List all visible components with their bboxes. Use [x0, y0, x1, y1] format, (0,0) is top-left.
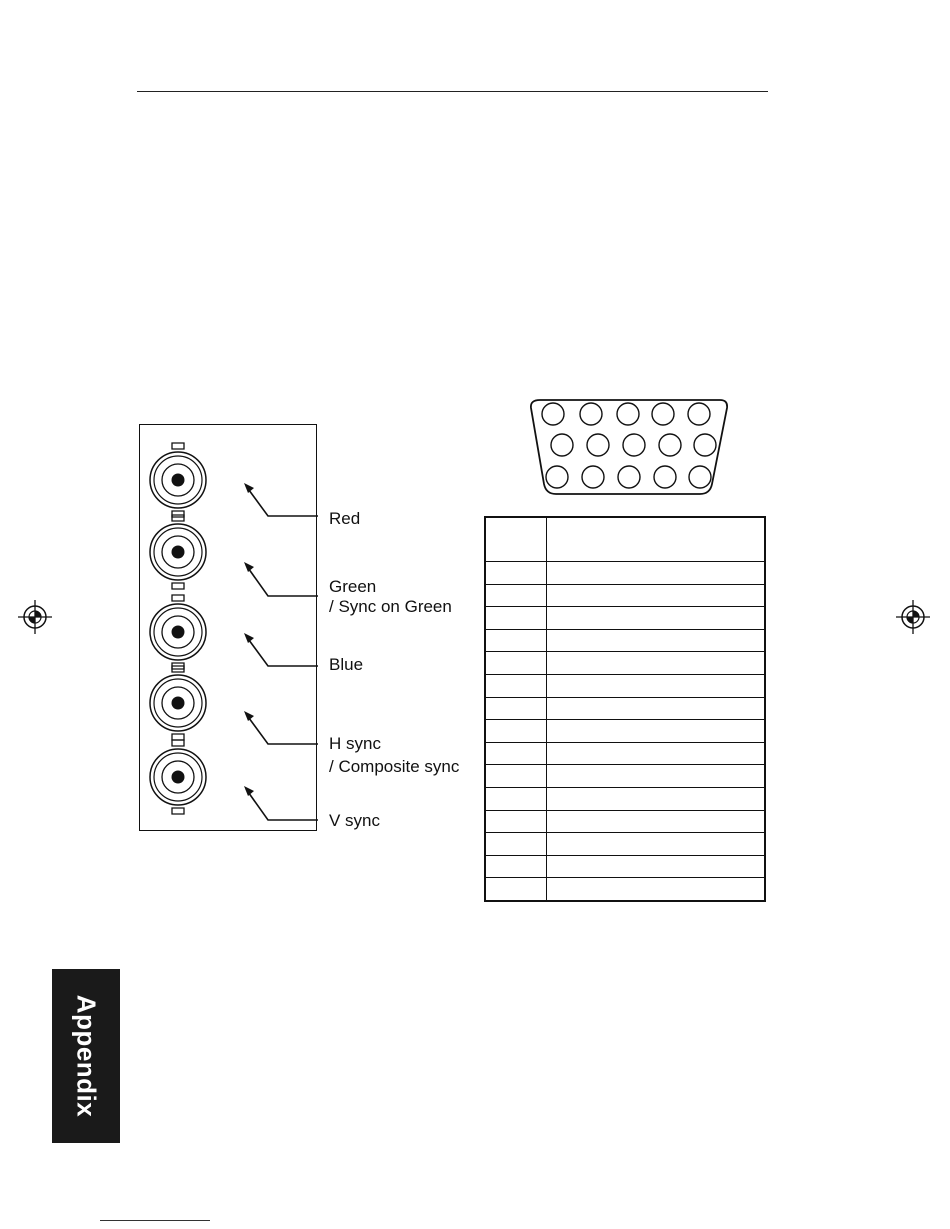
- table-cell-pin: [485, 878, 547, 901]
- table-row: [485, 833, 765, 856]
- table-row: [485, 810, 765, 833]
- table-cell-pin: [485, 584, 547, 607]
- table-cell-pin: [485, 855, 547, 878]
- appendix-side-tab: [52, 969, 120, 1143]
- table-cell-signal: [547, 742, 766, 765]
- table-cell-signal: [547, 674, 766, 697]
- table-row: [485, 878, 765, 901]
- table-cell-signal: [547, 607, 766, 630]
- table-header-signal: [547, 517, 766, 562]
- table-header-pin: [485, 517, 547, 562]
- table-cell-pin: [485, 652, 547, 675]
- table-cell-pin: [485, 787, 547, 810]
- table-cell-signal: [547, 562, 766, 585]
- table-cell-signal: [547, 810, 766, 833]
- dsub-15-connector-icon: [531, 400, 727, 494]
- label-blue: Blue: [329, 655, 364, 674]
- table-cell-pin: [485, 833, 547, 856]
- table-cell-pin: [485, 629, 547, 652]
- table-cell-signal: [547, 765, 766, 788]
- label-h-sync: H sync: [329, 734, 381, 753]
- table-cell-pin: [485, 765, 547, 788]
- table-cell-pin: [485, 720, 547, 743]
- table-row: [485, 765, 765, 788]
- table-row: [485, 742, 765, 765]
- table-row: [485, 562, 765, 585]
- label-red: Red: [329, 509, 361, 528]
- table-cell-pin: [485, 562, 547, 585]
- table-cell-signal: [547, 652, 766, 675]
- label-composite-sync: / Composite sync: [329, 757, 460, 776]
- pin-assignment-table: [484, 516, 766, 902]
- table-cell-signal: [547, 720, 766, 743]
- table-cell-signal: [547, 787, 766, 810]
- table-cell-signal: [547, 878, 766, 901]
- table-row: [485, 629, 765, 652]
- table-cell-signal: [547, 833, 766, 856]
- table-row: [485, 787, 765, 810]
- table-cell-pin: [485, 607, 547, 630]
- table-row: [485, 607, 765, 630]
- table-cell-pin: [485, 810, 547, 833]
- label-sync-on-green: / Sync on Green: [329, 597, 452, 616]
- label-v-sync: V sync: [329, 811, 381, 830]
- table-cell-signal: [547, 855, 766, 878]
- registration-mark-right-icon: [896, 600, 930, 634]
- table-cell-signal: [547, 697, 766, 720]
- table-header-row: [485, 517, 765, 562]
- bnc-connector-panel: [139, 424, 317, 831]
- table-cell-pin: [485, 697, 547, 720]
- table-row: [485, 720, 765, 743]
- appendix-tab-label: Appendix: [71, 994, 102, 1118]
- table-cell-pin: [485, 674, 547, 697]
- table-row: [485, 584, 765, 607]
- table-cell-pin: [485, 742, 547, 765]
- table-row: [485, 697, 765, 720]
- table-row: [485, 855, 765, 878]
- table-row: [485, 674, 765, 697]
- table-cell-signal: [547, 629, 766, 652]
- table-cell-signal: [547, 584, 766, 607]
- label-green: Green: [329, 577, 377, 596]
- table-row: [485, 652, 765, 675]
- registration-mark-left-icon: [18, 600, 52, 634]
